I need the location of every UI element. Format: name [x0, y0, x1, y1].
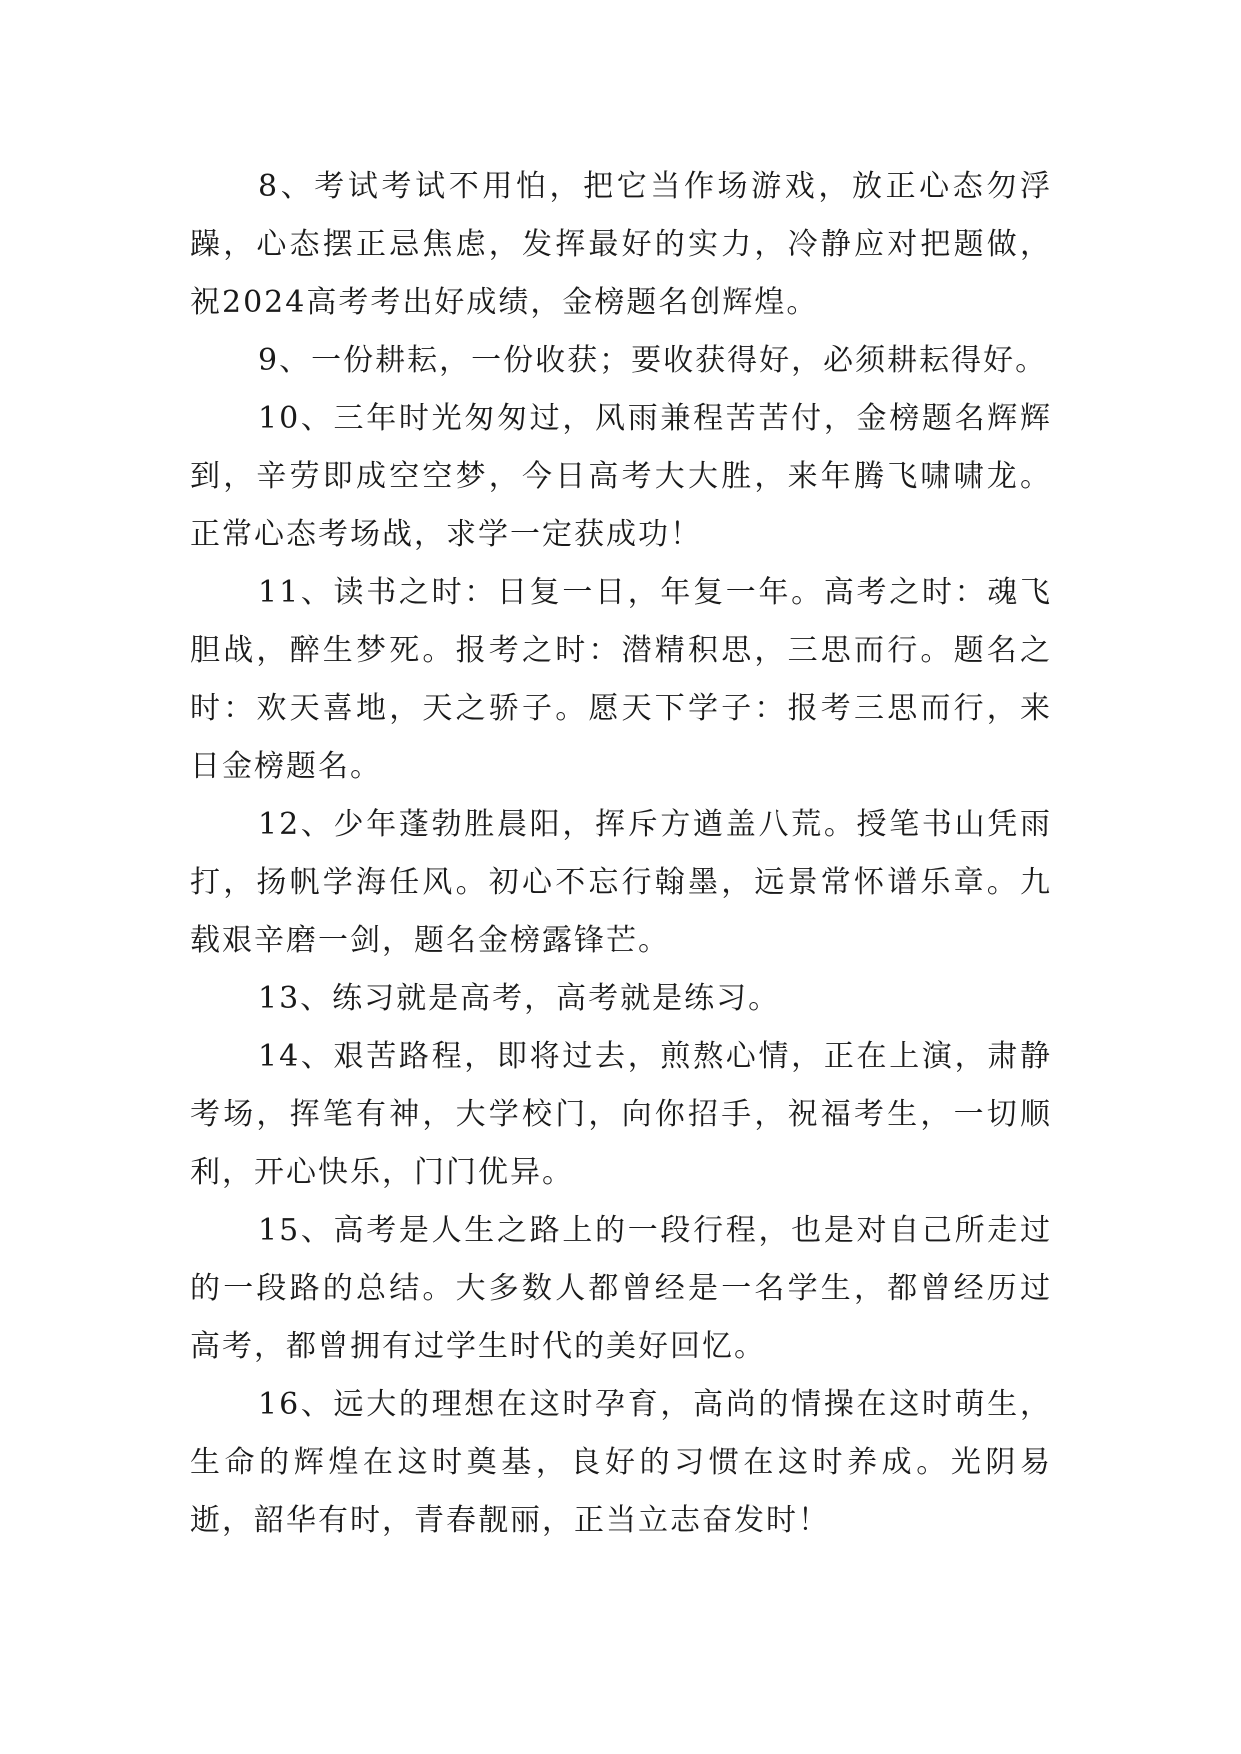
document-body [190, 158, 1052, 1550]
paragraph-11: 11、读书之时：日复一日，年复一年。高考之时：魂飞胆战，醉生梦死。报考之时：潜精积思，三思而行。题名之时：欢天喜地，天之骄子。愿天下学子：报考三思而行，来日金榜题名。 [190, 575, 1052, 784]
paragraph-16: 16、远大的理想在这时孕育，高尚的情操在这时萌生，生命的辉煌在这时奠基，良好的习惯在这时养成。光阴易逝，韶华有时，青春靓丽，正当立志奋发时！ [190, 1387, 1052, 1538]
paragraph-10: 10、三年时光匆匆过，风雨兼程苦苦付，金榜题名辉辉到，辛劳即成空空梦，今日高考大大胜，来年腾飞啸啸龙。正常心态考场战，求学一定获成功！ [190, 401, 1052, 552]
paragraph-9: 9、一份耕耘，一份收获；要收获得好，必须耕耘得好。 [258, 343, 1048, 378]
paragraph-8: 8、考试考试不用怕，把它当作场游戏，放正心态勿浮躁，心态摆正忌焦虑，发挥最好的实力，冷静应对把题做，祝2024高考考出好成绩，金榜题名创辉煌。 [190, 169, 1052, 320]
paragraph-14: 14、艰苦路程，即将过去，煎熬心情，正在上演，肃静考场，挥笔有神，大学校门，向你招手，祝福考生，一切顺利，开心快乐，门门优异。 [190, 1039, 1052, 1190]
paragraph-13: 13、练习就是高考，高考就是练习。 [258, 981, 781, 1016]
paragraph-12: 12、少年蓬勃胜晨阳，挥斥方遒盖八荒。授笔书山凭雨打，扬帆学海任风。初心不忘行翰墨，远景常怀谱乐章。九载艰辛磨一剑，题名金榜露锋芒。 [190, 807, 1052, 958]
paragraph-15: 15、高考是人生之路上的一段行程，也是对自己所走过的一段路的总结。大多数人都曾经是一名学生，都曾经历过高考，都曾拥有过学生时代的美好回忆。 [190, 1213, 1052, 1364]
